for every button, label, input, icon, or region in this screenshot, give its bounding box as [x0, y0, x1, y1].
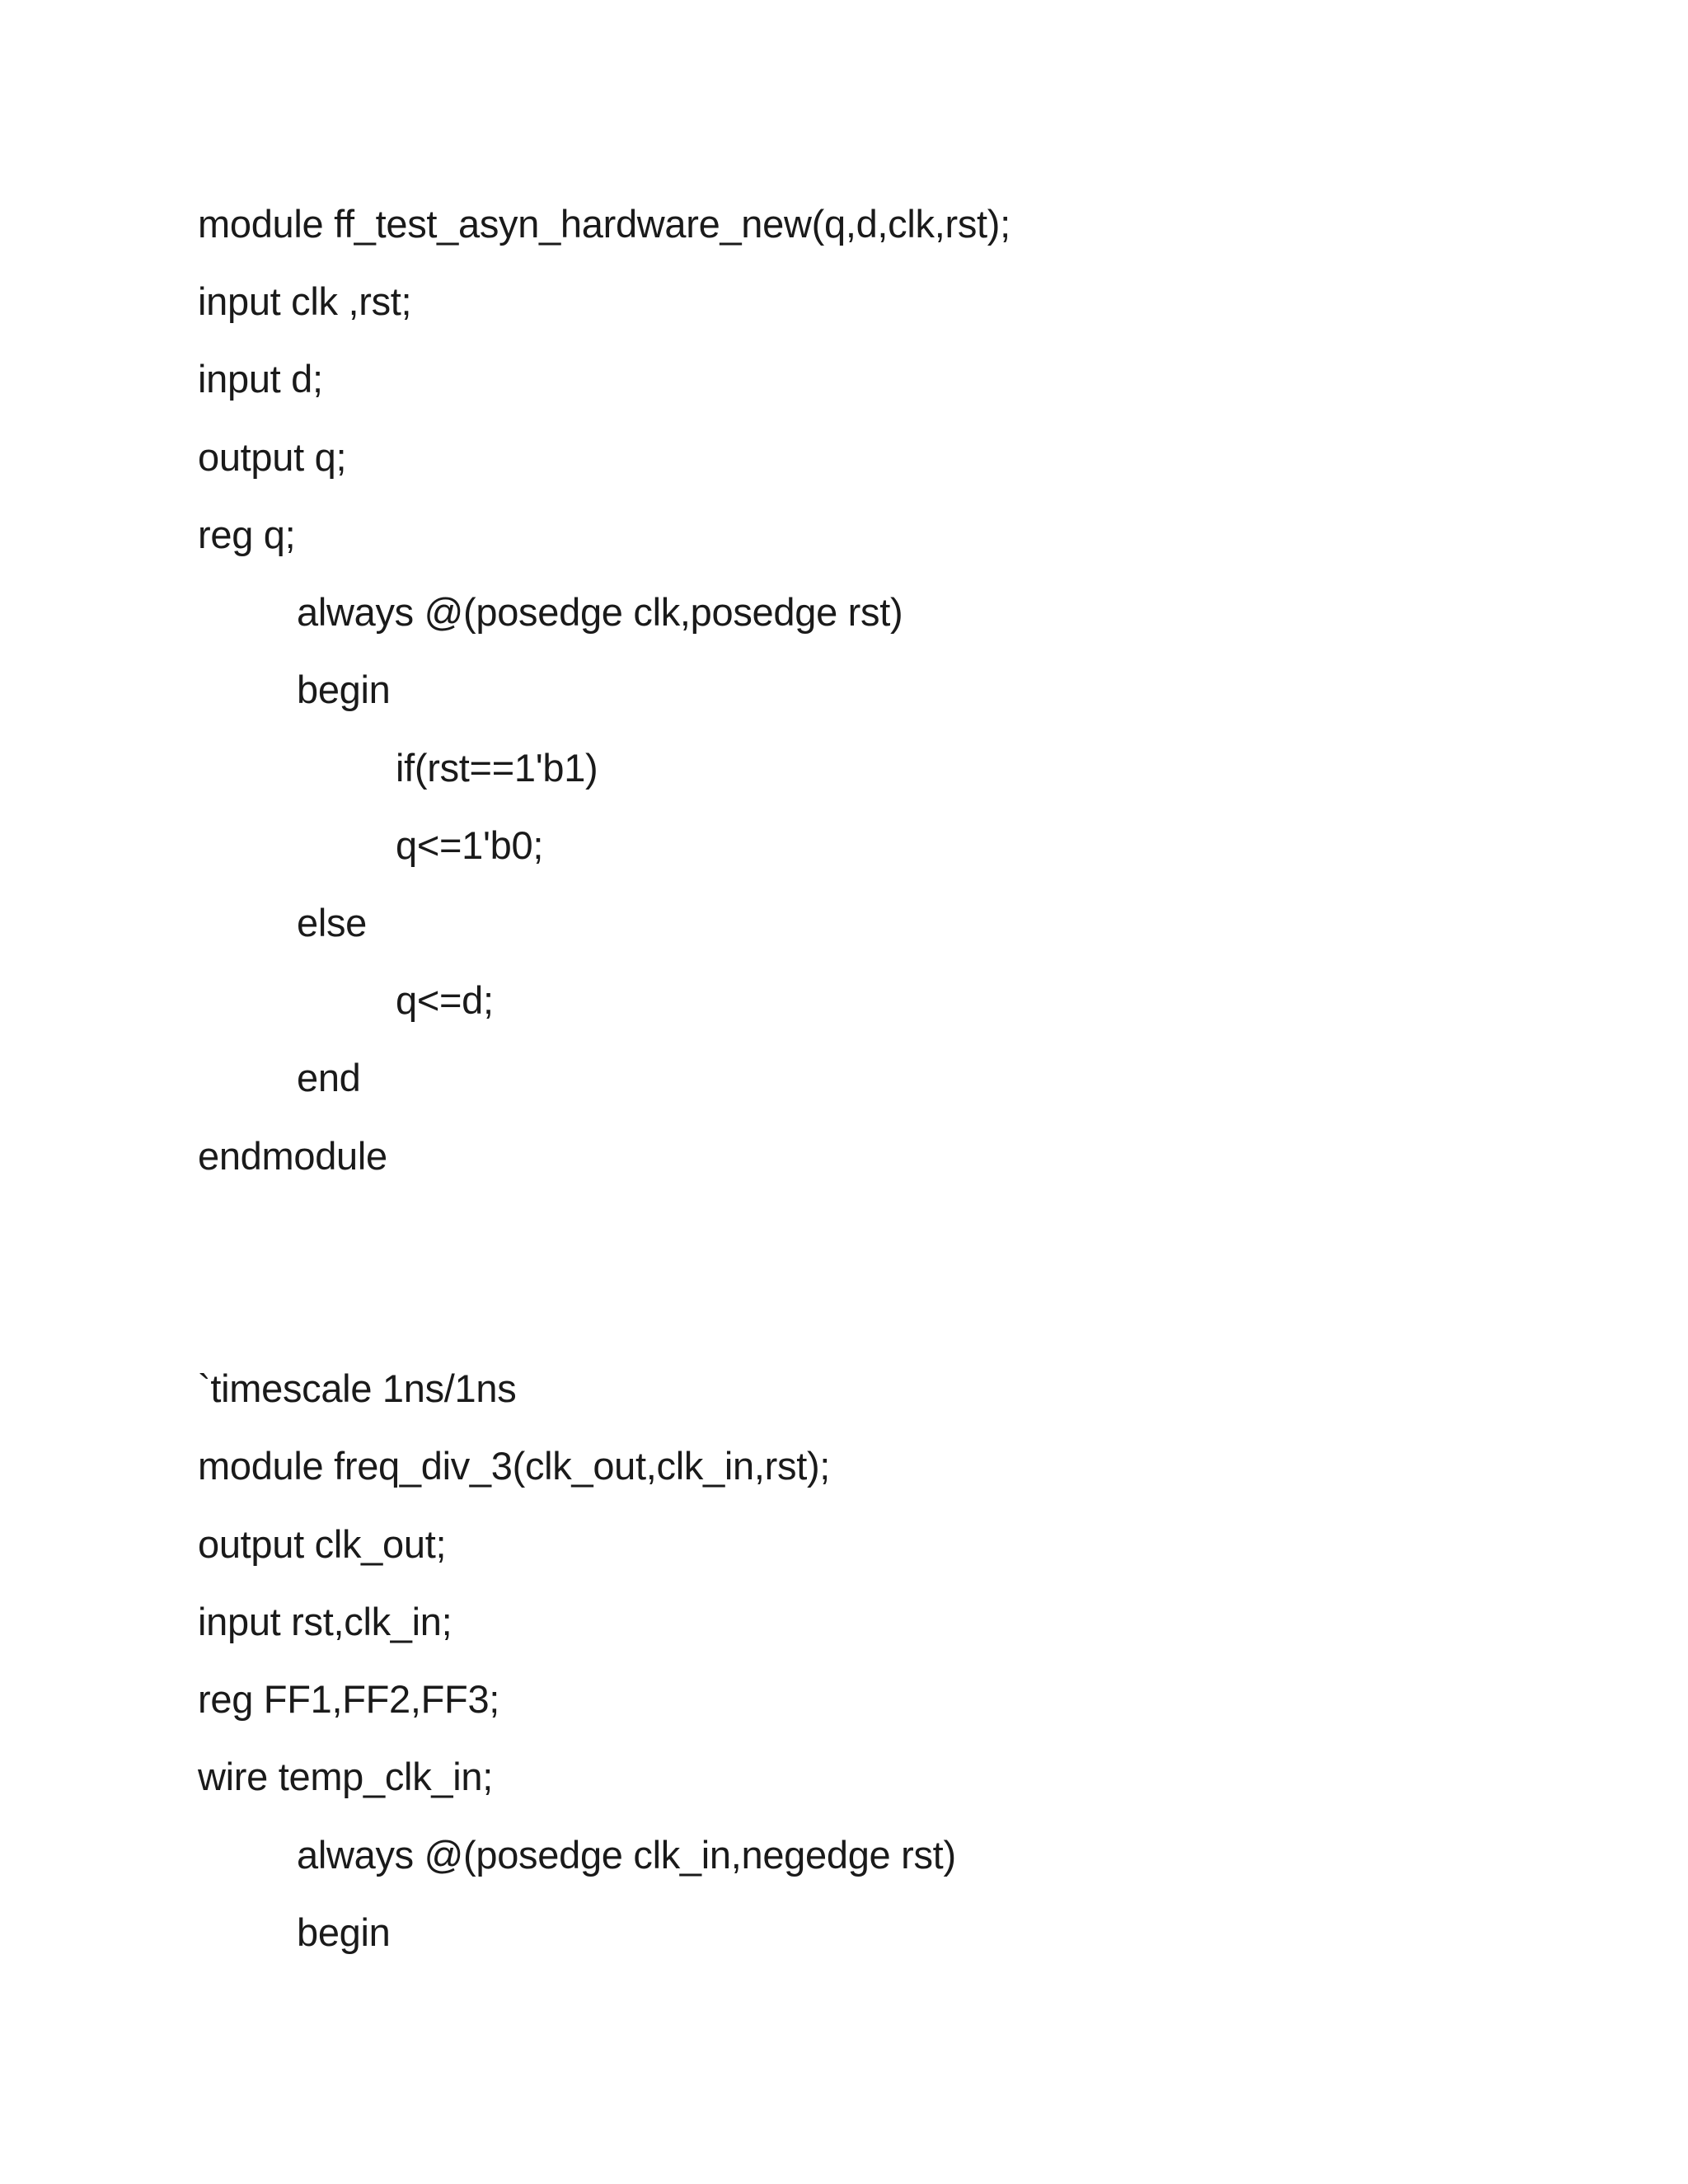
- code-line: else: [297, 901, 368, 944]
- code-line: wire temp_clk_in;: [198, 1755, 493, 1798]
- code-line: q<=1'b0;: [396, 823, 544, 867]
- code-line: input d;: [198, 357, 323, 401]
- code-line: module freq_div_3(clk_out,clk_in,rst);: [198, 1444, 831, 1488]
- code-line: module ff_test_asyn_hardware_new(q,d,clk,rst);: [198, 202, 1010, 246]
- code-line: begin: [297, 668, 391, 711]
- code-line: endmodule: [198, 1134, 387, 1178]
- code-line: begin: [297, 1910, 391, 1954]
- code-line: output clk_out;: [198, 1522, 447, 1566]
- code-line: if(rst==1'b1): [396, 746, 598, 790]
- code-line: `timescale 1ns/1ns: [198, 1366, 517, 1410]
- code-line: input clk ,rst;: [198, 279, 412, 323]
- code-line: always @(posedge clk,posedge rst): [297, 590, 903, 634]
- code-line: input rst,clk_in;: [198, 1600, 452, 1643]
- code-line: end: [297, 1056, 361, 1099]
- code-line: reg q;: [198, 513, 296, 556]
- code-line: q<=d;: [396, 978, 494, 1022]
- code-line: reg FF1,FF2,FF3;: [198, 1677, 500, 1721]
- code-line: output q;: [198, 435, 347, 479]
- code-line: always @(posedge clk_in,negedge rst): [297, 1833, 956, 1877]
